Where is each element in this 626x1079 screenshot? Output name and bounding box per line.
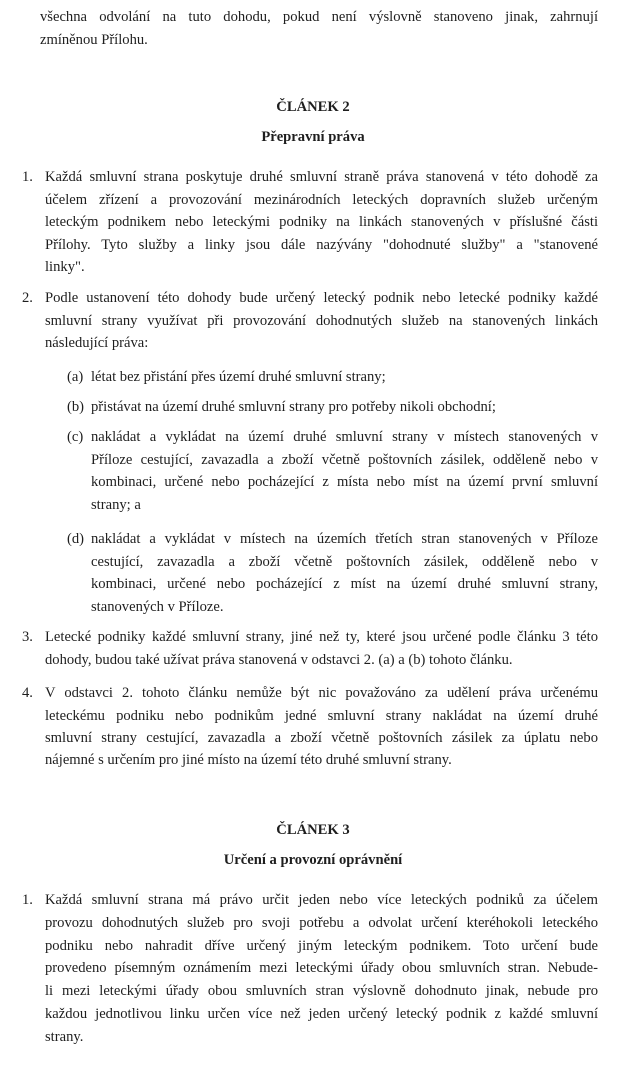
item-paragraph-line: provedeno písemným oznámením mezi leteckými úřady obou smluvních stran. Nebude-	[45, 960, 598, 976]
subitem-paragraph-line: stanovených v Příloze.	[91, 599, 224, 615]
item-paragraph-line: provozu dohodnutých služeb pro svoji potřebu a odvolat určení kteréhokoli leteckého	[45, 915, 598, 931]
item-paragraph-line: smluvní strany využívat při provozování dohodnutých služeb na stanovených linkách	[45, 313, 598, 329]
subitem-paragraph-line: přistávat na území druhé smluvní strany pro potřeby nikoli obchodní;	[91, 399, 496, 415]
subitem-paragraph-line: Příloze cestující, zavazadla a zboží včetně poštovních zásilek, odděleně nebo v	[91, 452, 598, 468]
item-paragraph-line: Každá smluvní strana má právo určit jeden nebo více leteckých podniků za účelem	[45, 892, 598, 908]
item-number: 4.	[22, 685, 33, 701]
item-paragraph-line: V odstavci 2. tohoto článku nemůže být nic považováno za udělení práva určenému	[45, 685, 598, 701]
item-paragraph-line: následující práva:	[45, 335, 149, 351]
item-paragraph-line: leteckým podnikem nebo leteckými podniky na linkách stanovených v příslušné části	[45, 214, 598, 230]
item-paragraph-line: účelem zřízení a provozování mezinárodních leteckých dopravních služeb určeným	[45, 192, 598, 208]
article-title: ČLÁNEK 3	[276, 822, 350, 838]
item-paragraph-line: podniku nebo nahradit dříve určený jiným leteckým podnikem. Toto určení bude	[45, 938, 598, 954]
item-paragraph-line: Přílohy. Tyto služby a linky jsou dále nazývány "dohodnuté služby" a "stanovené	[45, 237, 598, 253]
subitem-label: (d)	[67, 531, 85, 547]
item-paragraph-line: Každá smluvní strana poskytuje druhé smluvní straně práva stanovená v této dohodě za	[45, 169, 598, 185]
subitem-label: (b)	[67, 399, 85, 415]
item-number: 3.	[22, 629, 33, 645]
article-subtitle: Přepravní práva	[261, 129, 365, 145]
subitem-paragraph-line: kombinaci, určené nebo pocházející z míst na území druhé smluvní strany,	[91, 576, 598, 592]
article-subtitle: Určení a provozní oprávnění	[223, 852, 403, 868]
item-number: 1.	[22, 169, 33, 185]
item-paragraph-line: každou jednotlivou linku určen více než jeden určený letecký podnik z každé smluvní	[45, 1006, 598, 1022]
item-paragraph-line: leteckému podniku nebo podnikům jedné smluvní strany nakládat na území druhé	[45, 708, 598, 724]
subitem-paragraph-line: nakládat a vykládat v místech na územích třetích stran stanovených v Příloze	[91, 531, 598, 547]
intro-paragraph-line: zmíněnou Přílohu.	[40, 32, 148, 48]
subitem-label: (c)	[67, 429, 84, 445]
item-paragraph-line: dohody, budou také užívat práva stanovená v odstavci 2. (a) a (b) tohoto článku.	[45, 652, 513, 668]
item-paragraph-line: Podle ustanovení této dohody bude určený letecký podnik nebo letecké podniky každé	[45, 290, 598, 306]
subitem-paragraph-line: kombinaci, určené nebo pocházející z místa nebo míst na území první smluvní	[91, 474, 598, 490]
subitem-paragraph-line: cestující, zavazadla a zboží včetně poštovních zásilek, odděleně nebo v	[91, 554, 598, 570]
item-paragraph-line: smluvní strany cestující, zavazadla a zboží včetně poštovních zásilek za úplatu nebo	[45, 730, 598, 746]
item-paragraph-line: nájemné s určením pro jiné místo na území této druhé smluvní strany.	[45, 752, 452, 768]
item-paragraph-line: linky".	[45, 259, 85, 275]
article-title: ČLÁNEK 2	[276, 99, 350, 115]
item-paragraph-line: Letecké podniky každé smluvní strany, jiné než ty, které jsou určené podle článku 3 této	[45, 629, 598, 645]
subitem-label: (a)	[67, 369, 84, 385]
item-number: 1.	[22, 892, 33, 908]
item-number: 2.	[22, 290, 33, 306]
subitem-paragraph-line: létat bez přistání přes území druhé smluvní strany;	[91, 369, 386, 385]
subitem-paragraph-line: strany; a	[91, 497, 141, 513]
intro-paragraph-line: všechna odvolání na tuto dohodu, pokud není výslovně stanoveno jinak, zahrnují	[40, 9, 598, 25]
item-paragraph-line: strany.	[45, 1029, 84, 1045]
item-paragraph-line: li mezi leteckými úřady obou smluvních stran výslovně dohodnuto jinak, nebude pro	[45, 983, 598, 999]
subitem-paragraph-line: nakládat a vykládat na území druhé smluvní strany v místech stanovených v	[91, 429, 598, 445]
